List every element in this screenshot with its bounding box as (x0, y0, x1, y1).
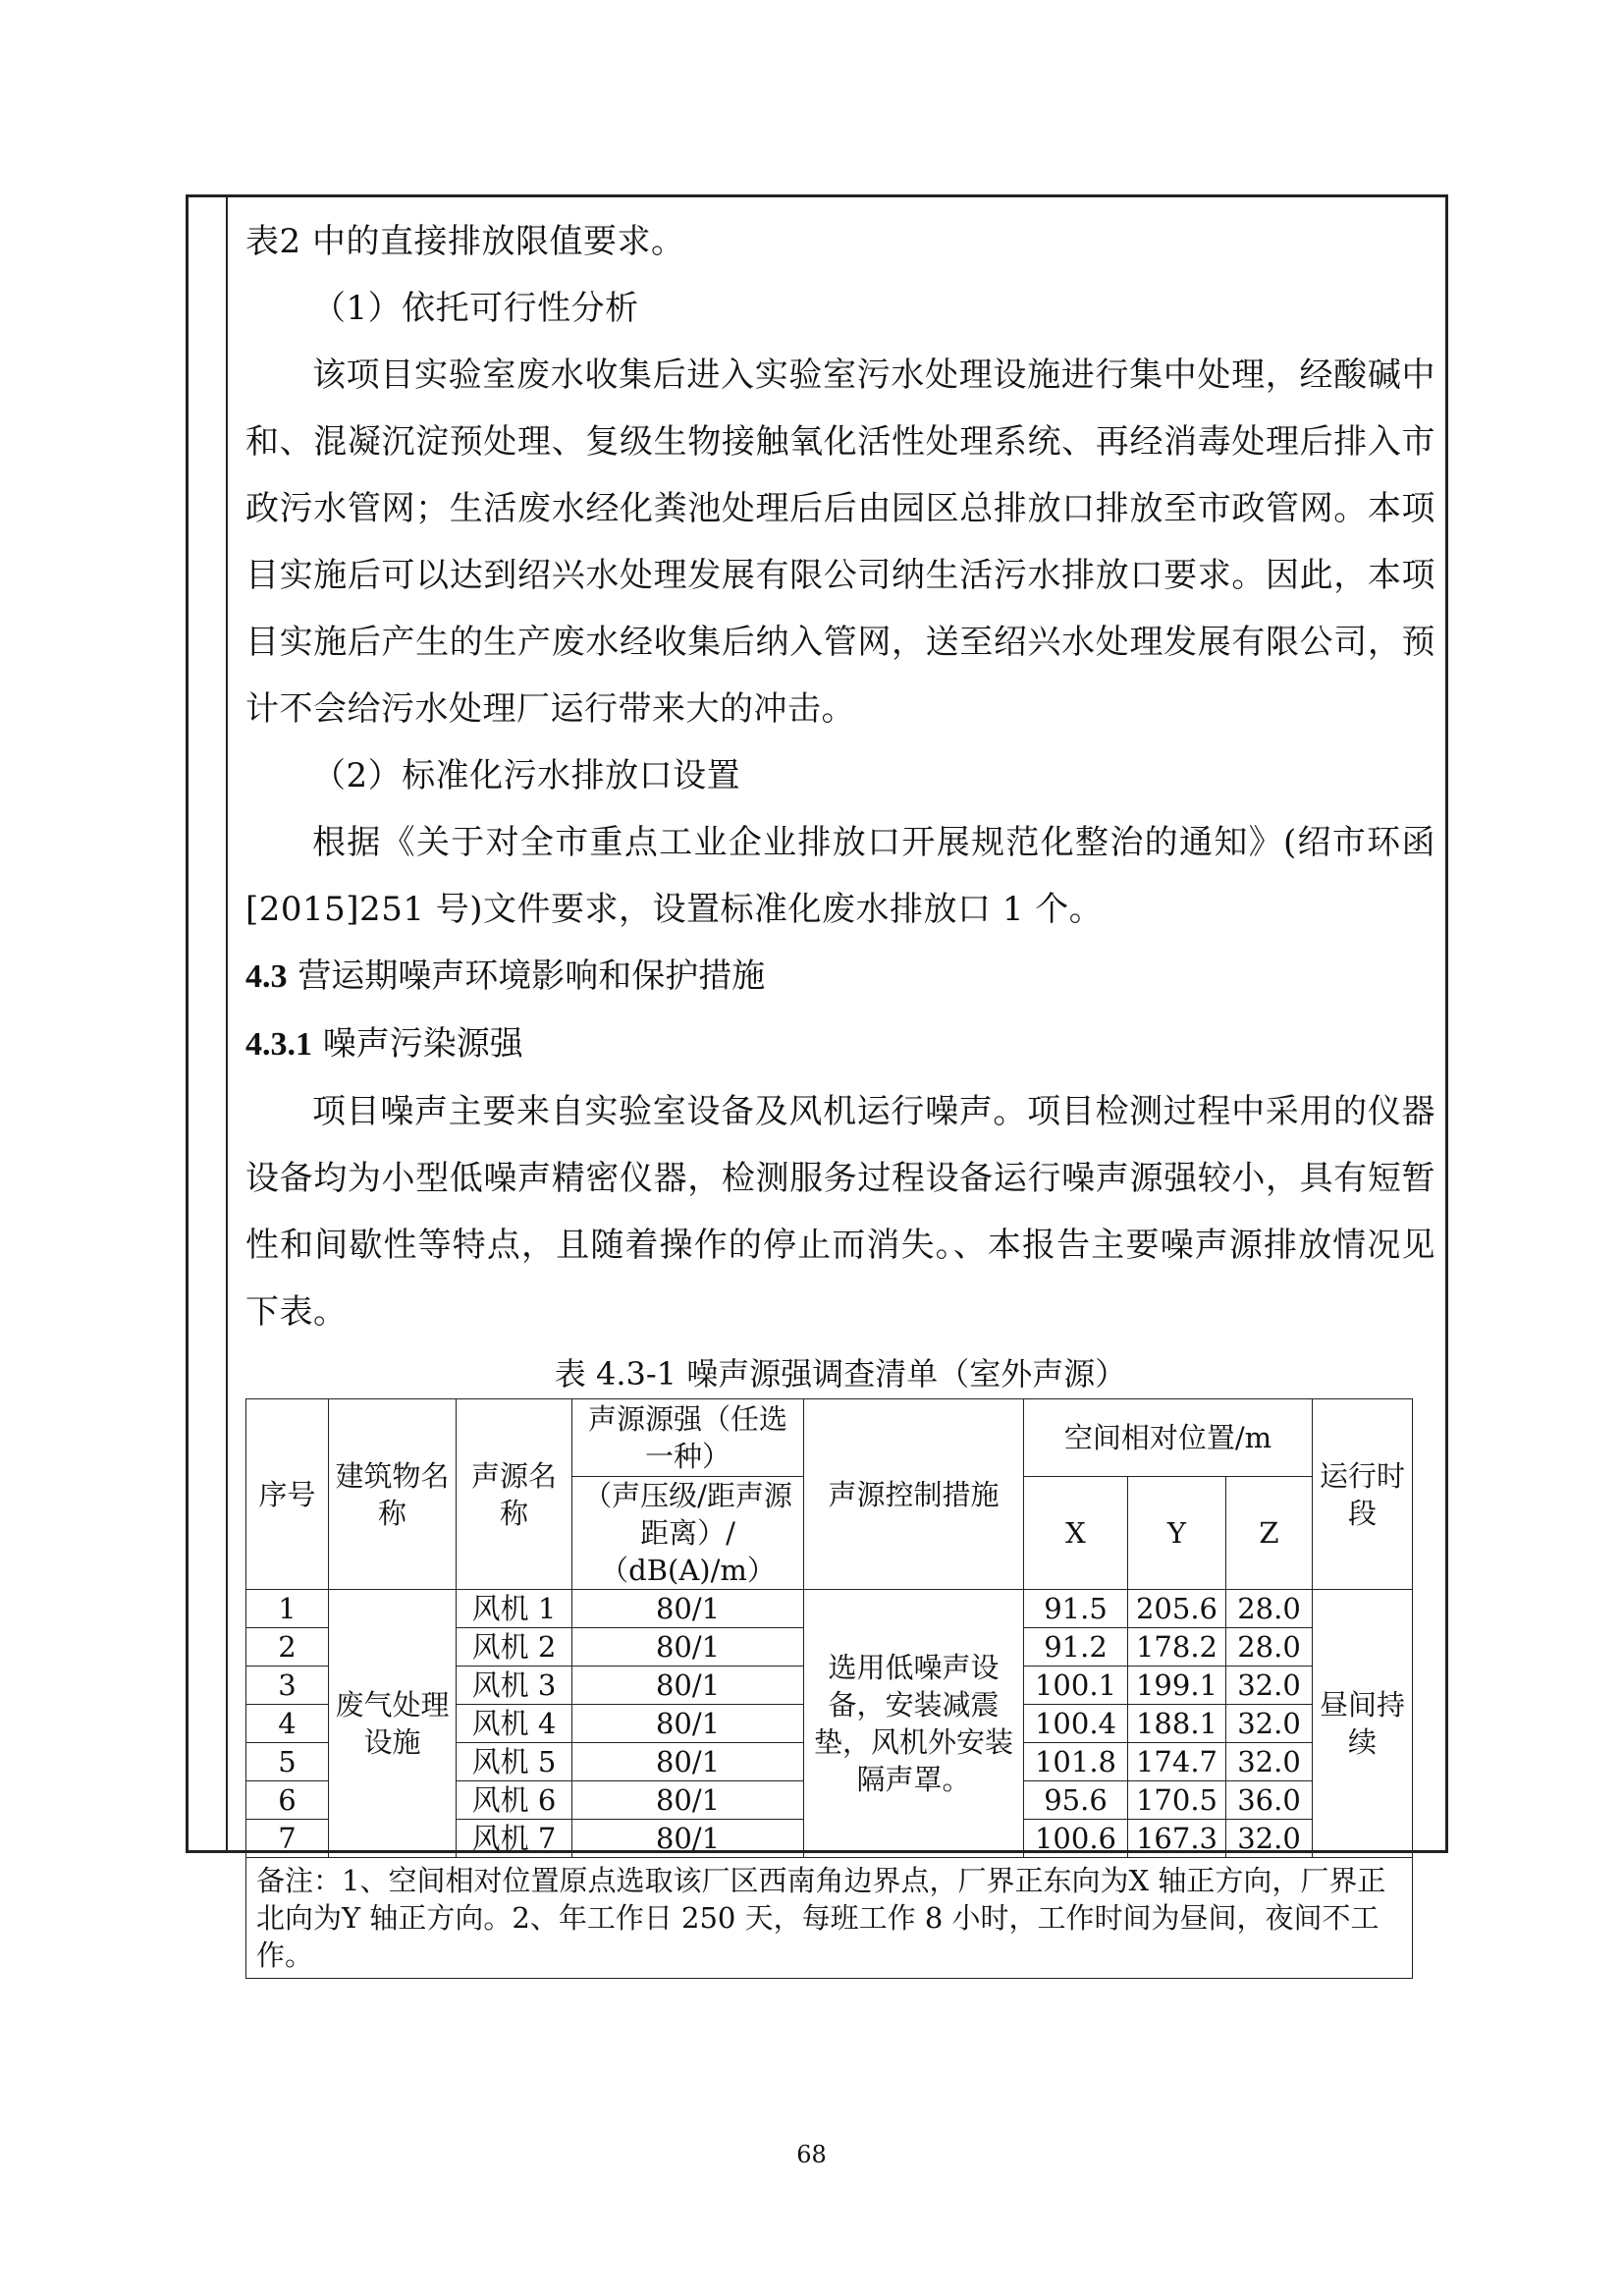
cell-seq: 2 (246, 1628, 329, 1667)
section-number: 4.3.1 (245, 1026, 312, 1063)
header-seq: 序号 (246, 1399, 329, 1590)
header-period: 运行时段 (1313, 1399, 1413, 1590)
table-header-row (246, 1399, 1413, 1477)
cell-y: 205.6 (1128, 1590, 1226, 1628)
cell-x: 100.1 (1024, 1667, 1128, 1705)
document-body (245, 208, 1435, 1979)
cell-z: 28.0 (1226, 1590, 1313, 1628)
header-x: X (1024, 1477, 1128, 1590)
frame-divider (226, 194, 228, 1853)
paragraph-continuation: 表2 中的直接排放限值要求。 (245, 222, 685, 261)
section-heading-4-3-1 (245, 1011, 1435, 1078)
cell-strength: 80/1 (572, 1781, 804, 1820)
table-note: 备注：1、空间相对位置原点选取该厂区西南角边界点，厂界正东向为X 轴正方向，厂界正北向为Y 轴正方向。2、年工作日 250 天，每班工作 8 小时，工作时间为昼间，夜间不工作。 (246, 1858, 1413, 1979)
cell-y: 178.2 (1128, 1628, 1226, 1667)
cell-z: 28.0 (1226, 1628, 1313, 1667)
section-title: 营运期噪声环境影响和保护措施 (287, 957, 766, 996)
header-z: Z (1226, 1477, 1313, 1590)
cell-source-name: 风机 5 (457, 1743, 572, 1781)
header-strength-title: 声源源强（任选一种） (572, 1399, 804, 1477)
cell-strength: 80/1 (572, 1590, 804, 1628)
cell-source-name: 风机 2 (457, 1628, 572, 1667)
cell-y: 199.1 (1128, 1667, 1226, 1705)
section-heading-4-3 (245, 943, 1435, 1011)
header-position: 空间相对位置/m (1024, 1399, 1313, 1477)
cell-control: 选用低噪声设备，安装减震垫，风机外安装隔声罩。 (804, 1590, 1024, 1858)
noise-source-table (245, 1398, 1413, 1979)
cell-seq: 3 (246, 1667, 329, 1705)
cell-x: 91.5 (1024, 1590, 1128, 1628)
cell-x: 101.8 (1024, 1743, 1128, 1781)
cell-seq: 5 (246, 1743, 329, 1781)
cell-source-name: 风机 6 (457, 1781, 572, 1820)
table-note-row (246, 1858, 1413, 1979)
cell-y: 188.1 (1128, 1705, 1226, 1743)
cell-z: 32.0 (1226, 1705, 1313, 1743)
cell-source-name: 风机 1 (457, 1590, 572, 1628)
cell-source-name: 风机 4 (457, 1705, 572, 1743)
cell-strength: 80/1 (572, 1705, 804, 1743)
cell-z: 32.0 (1226, 1820, 1313, 1858)
subheading-feasibility: （1）依托可行性分析 (312, 289, 639, 328)
cell-seq: 4 (246, 1705, 329, 1743)
cell-strength: 80/1 (572, 1667, 804, 1705)
cell-source-name: 风机 3 (457, 1667, 572, 1705)
header-source-name: 声源名称 (457, 1399, 572, 1590)
cell-y: 167.3 (1128, 1820, 1226, 1858)
paragraph-noise: 项目噪声主要来自实验室设备及风机运行噪声。项目检测过程中采用的仪器设备均为小型低噪声精密仪器，检测服务过程设备运行噪声源强较小，具有短暂性和间歇性等特点，且随着操作的停止而消失。、本报告主要噪声源排放情况见下表。 (245, 1092, 1435, 1332)
section-number: 4.3 (245, 958, 288, 995)
cell-x: 91.2 (1024, 1628, 1128, 1667)
cell-strength: 80/1 (572, 1743, 804, 1781)
cell-x: 100.4 (1024, 1705, 1128, 1743)
cell-building: 废气处理设施 (329, 1590, 457, 1858)
cell-strength: 80/1 (572, 1820, 804, 1858)
header-strength-sub: （声压级/距声源距离）/（dB(A)/m） (572, 1477, 804, 1590)
header-y: Y (1128, 1477, 1226, 1590)
subheading-outlet: （2）标准化污水排放口设置 (312, 756, 741, 795)
cell-seq: 6 (246, 1781, 329, 1820)
cell-y: 174.7 (1128, 1743, 1226, 1781)
cell-seq: 7 (246, 1820, 329, 1858)
cell-y: 170.5 (1128, 1781, 1226, 1820)
table-caption: 表 4.3-1 噪声源强调查清单（室外声源） (554, 1355, 1127, 1393)
page-number: 68 (796, 2141, 827, 2168)
cell-seq: 1 (246, 1590, 329, 1628)
cell-period: 昼间持续 (1313, 1590, 1413, 1858)
cell-z: 36.0 (1226, 1781, 1313, 1820)
paragraph-outlet: 根据《关于对全市重点工业企业排放口开展规范化整治的通知》(绍市环函[2015]251 号)文件要求，设置标准化废水排放口 1 个。 (245, 823, 1435, 929)
header-control: 声源控制措施 (804, 1399, 1024, 1590)
cell-x: 95.6 (1024, 1781, 1128, 1820)
cell-source-name: 风机 7 (457, 1820, 572, 1858)
paragraph-wastewater: 该项目实验室废水收集后进入实验室污水处理设施进行集中处理，经酸碱中和、混凝沉淀预处理、复级生物接触氧化活性处理系统、再经消毒处理后排入市政污水管网；生活废水经化粪池处理后后由园区总排放口排放至市政管网。本项目实施后可以达到绍兴水处理发展有限公司纳生活污水排放口要求。因此，本项目实施后产生的生产废水经收集后纳入管网，送至绍兴水处理发展有限公司，预计不会给污水处理厂运行带来大的冲击。 (245, 355, 1435, 729)
cell-strength: 80/1 (572, 1628, 804, 1667)
cell-x: 100.6 (1024, 1820, 1128, 1858)
cell-z: 32.0 (1226, 1743, 1313, 1781)
header-building: 建筑物名称 (329, 1399, 457, 1590)
section-title: 噪声污染源强 (312, 1024, 523, 1064)
cell-z: 32.0 (1226, 1667, 1313, 1705)
table-row (246, 1590, 1413, 1628)
